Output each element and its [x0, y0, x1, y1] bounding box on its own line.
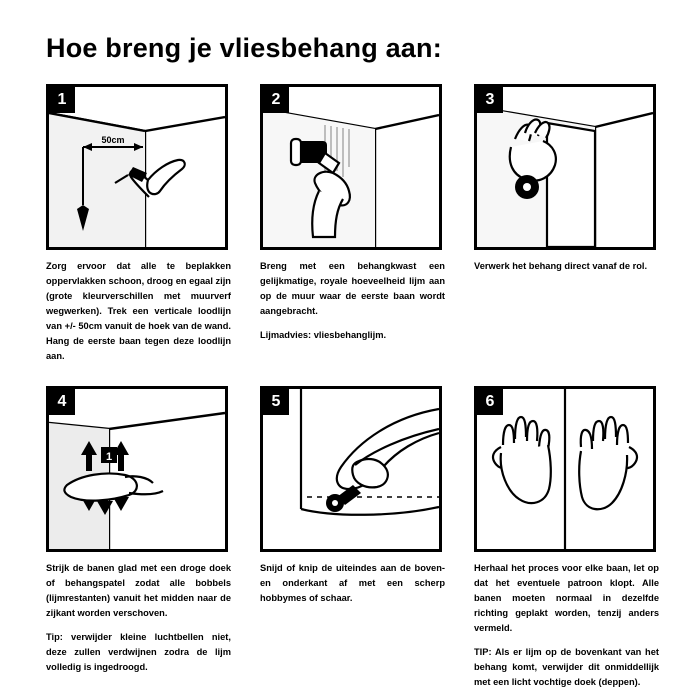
step-3-text-1: Verwerk het behang direct vanaf de rol.: [474, 260, 648, 271]
unroll-wallpaper-drawing: [477, 87, 653, 247]
step-2-number: 2: [263, 87, 289, 113]
step-5-number: 5: [263, 389, 289, 415]
step-1: [46, 84, 246, 364]
step-4-text-1: Strijk de banen glad met een droge doek of behangspatel zodat alle bobbels (lijmrestanten) vanuit het midden naar de zijkant worden verschoven.: [46, 563, 231, 619]
roller-glue-drawing: [263, 87, 439, 247]
step-2-text-1: Breng met een behangkwast een gelijkmatige, royale hoeveelheid lijm aan op de muur waar de eerste baan wordt aangebracht.: [260, 260, 445, 316]
step-3-caption: [474, 259, 659, 274]
room-corner-plumb-line-drawing: [49, 87, 225, 247]
step-4-illustration: [46, 386, 228, 552]
step-5-caption: [260, 561, 445, 606]
step-5: [260, 386, 460, 690]
step-1-illustration: [46, 84, 228, 250]
step-3-number: 3: [477, 87, 503, 113]
step-6-text-2: TIP: Als er lijm op de bovenkant van het behang komt, verwijder dit onmiddellijk met een licht vochtige doek (deppen).: [474, 647, 659, 688]
step-4: [46, 386, 246, 690]
step-4-number: 4: [49, 389, 75, 415]
step-5-text-1: Snijd of knip de uiteindes aan de boven- en onderkant af met een scherp hobbymes of schaar.: [260, 563, 445, 604]
two-hands-seam-drawing: [477, 389, 653, 549]
smoothing-arrows-drawing: [49, 389, 225, 549]
step-4-text-2: Tip: verwijder kleine luchtbellen niet, deze zullen verdwijnen zodra de lijm volledig is ingedroogd.: [46, 632, 231, 673]
step-4-inner-number: 1: [105, 451, 113, 464]
page-title: Hoe breng je vliesbehang aan:: [46, 33, 442, 63]
measure-label-text: 50cm: [101, 134, 125, 145]
step-1-caption: [46, 259, 231, 364]
step-2: [260, 84, 460, 364]
step-6-caption: [474, 561, 659, 690]
step-2-illustration: [260, 84, 442, 250]
step-1-number: 1: [49, 87, 75, 113]
step-3: [474, 84, 674, 364]
step-4-caption: [46, 561, 231, 675]
step-1-text-1: Zorg ervoor dat alle te beplakken oppervlakken schoon, droog en egaal zijn (grote kleurverschillen met muurverf wegwerken). Trek een verticale loodlijn van +/- 50cm vanuit de hoek van de wand. Hang de eerste baan tegen deze loodlijn aan.: [46, 260, 231, 361]
cutting-edge-drawing: [263, 389, 439, 549]
steps-grid: [46, 84, 660, 691]
step-6-text-1: Herhaal het proces voor elke baan, let op dat het eventuele patroon klopt. Alle banen moeten normaal in dezelfde richting geplakt worden, tenzij anders vermeld.: [474, 563, 659, 634]
step-2-caption: [260, 259, 445, 343]
step-5-illustration: [260, 386, 442, 552]
step-2-text-2: Lijmadvies: vliesbehanglijm.: [260, 329, 387, 340]
step-6-number: 6: [477, 389, 503, 415]
step-3-illustration: [474, 84, 656, 250]
step-6: [474, 386, 674, 690]
step-6-illustration: [474, 386, 656, 552]
